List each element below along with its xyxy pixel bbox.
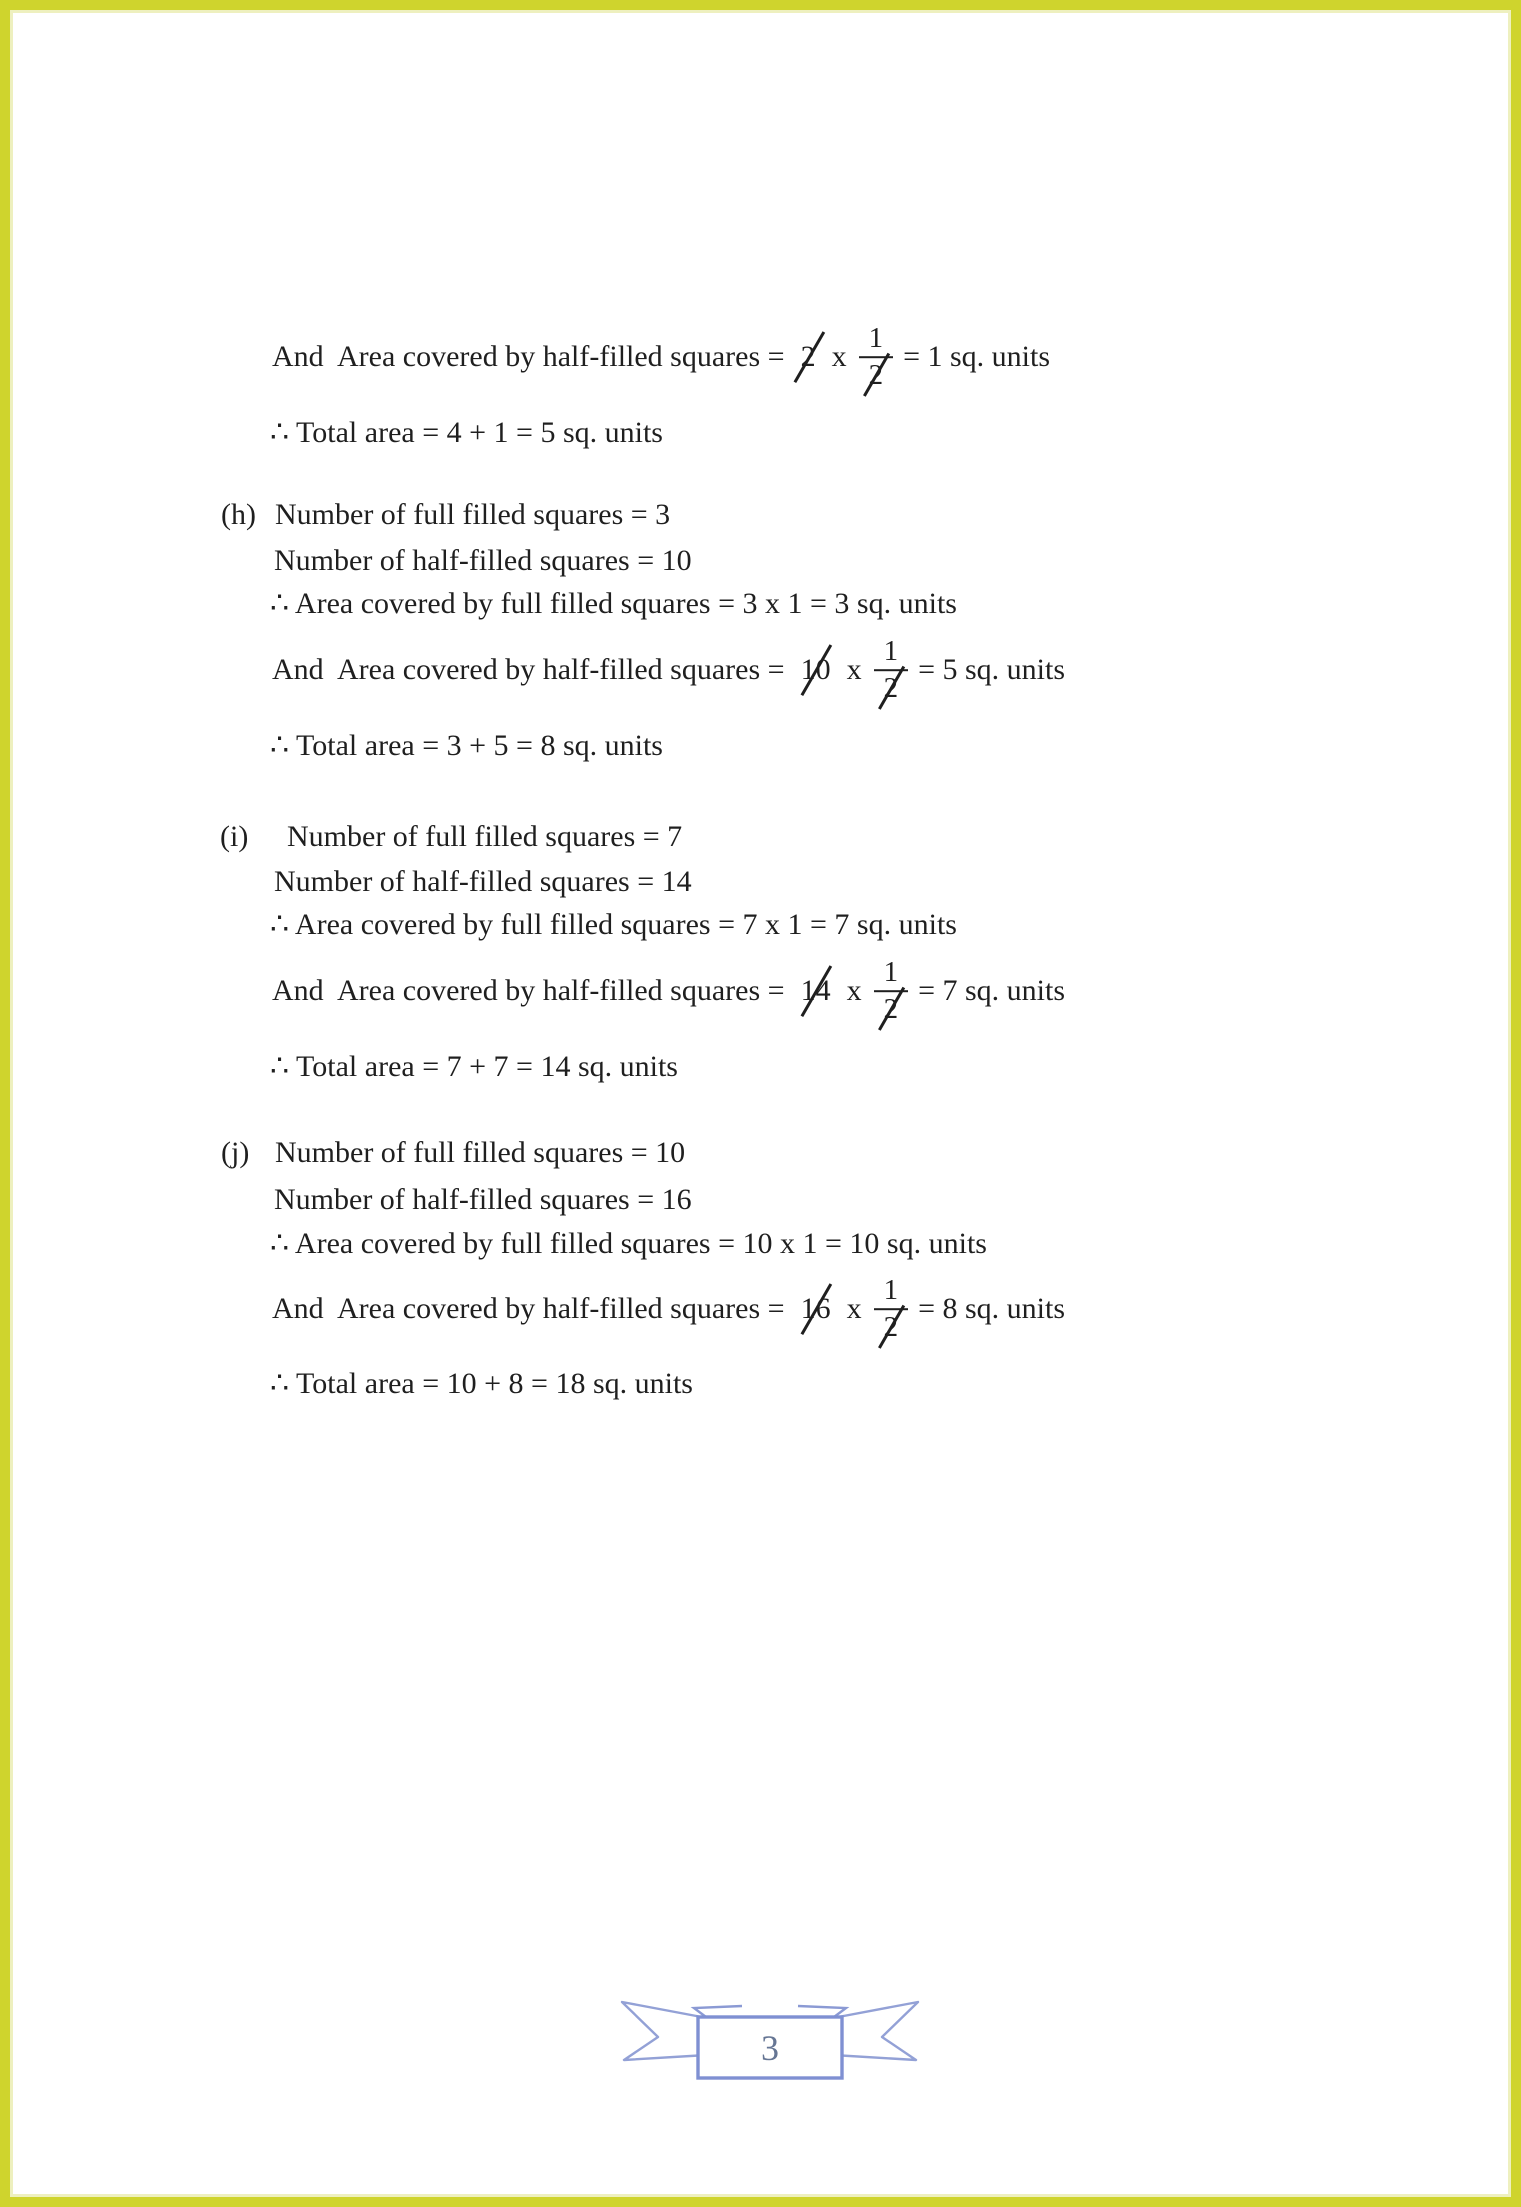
cancelled-number: 16: [799, 1289, 833, 1330]
section-j-label: (j): [221, 1136, 250, 1169]
section-h-total-line: ∴ Total area = 3 + 5 = 8 sq. units: [270, 728, 663, 762]
and-line-result: = 8 sq. units: [918, 1291, 1066, 1325]
cancelled-denominator: 2: [883, 672, 899, 704]
half-fraction: [874, 634, 909, 706]
cancelled-denominator: 2: [868, 359, 884, 391]
fraction-denominator: [859, 356, 894, 393]
cancelled-number: 10: [799, 650, 833, 691]
section-i-and-line: [272, 955, 1065, 1027]
fraction-denominator: [874, 669, 909, 706]
half-fraction: [874, 955, 909, 1027]
section-i-total-line: ∴ Total area = 7 + 7 = 14 sq. units: [270, 1049, 678, 1083]
and-line-prefix: And Area covered by half-filled squares =: [272, 1291, 785, 1325]
section-h-full-count: Number of full filled squares = 3: [275, 497, 671, 531]
page-number: 3: [761, 2028, 779, 2068]
multiply-sign: x: [846, 652, 862, 686]
intro-total-line: ∴ Total area = 4 + 1 = 5 sq. units: [270, 415, 663, 449]
cancelled-denominator: 2: [883, 1311, 899, 1343]
section-j-and-line: [272, 1273, 1065, 1345]
section-j-total-line: ∴ Total area = 10 + 8 = 18 sq. units: [270, 1366, 693, 1400]
page-number-ribbon: [610, 1995, 930, 2090]
section-h-label: (h): [221, 498, 256, 531]
section-h-full-area: ∴ Area covered by full filled squares = 3 x 1 = 3 sq. units: [270, 586, 957, 620]
section-h-half-count: Number of half-filled squares = 10: [274, 543, 692, 577]
and-line-result: = 5 sq. units: [918, 652, 1066, 686]
section-j-full-count: Number of full filled squares = 10: [275, 1135, 686, 1169]
cancelled-number: 14: [799, 971, 833, 1012]
multiply-sign: x: [831, 339, 847, 373]
cancelled-number: 2: [799, 337, 818, 378]
and-line-prefix: And Area covered by half-filled squares =: [272, 973, 785, 1007]
ribbon-icon: [610, 1995, 930, 2090]
section-i-label: (i): [220, 820, 249, 853]
fraction-denominator: [874, 990, 909, 1027]
and-line-prefix: And Area covered by half-filled squares =: [272, 339, 785, 373]
half-fraction: [874, 1273, 909, 1345]
and-line-result: = 1 sq. units: [903, 339, 1051, 373]
section-h-and-line: [272, 634, 1065, 706]
section-i-full-area: ∴ Area covered by full filled squares = 7 x 1 = 7 sq. units: [270, 907, 957, 941]
and-line-result: = 7 sq. units: [918, 973, 1066, 1007]
section-j-half-count: Number of half-filled squares = 16: [274, 1182, 692, 1216]
fraction-denominator: [874, 1308, 909, 1345]
multiply-sign: x: [846, 973, 862, 1007]
and-line-prefix: And Area covered by half-filled squares =: [272, 652, 785, 686]
cancelled-denominator: 2: [883, 993, 899, 1025]
fraction-numerator: 1: [868, 322, 884, 355]
intro-and-line: [272, 321, 1050, 393]
fraction-numerator: 1: [883, 635, 899, 668]
half-fraction: [859, 321, 894, 393]
fraction-numerator: 1: [883, 956, 899, 989]
multiply-sign: x: [846, 1291, 862, 1325]
section-i-half-count: Number of half-filled squares = 14: [274, 864, 692, 898]
fraction-numerator: 1: [883, 1274, 899, 1307]
section-i-full-count: Number of full filled squares = 7: [287, 819, 683, 853]
section-j-full-area: ∴ Area covered by full filled squares = 10 x 1 = 10 sq. units: [270, 1226, 987, 1260]
